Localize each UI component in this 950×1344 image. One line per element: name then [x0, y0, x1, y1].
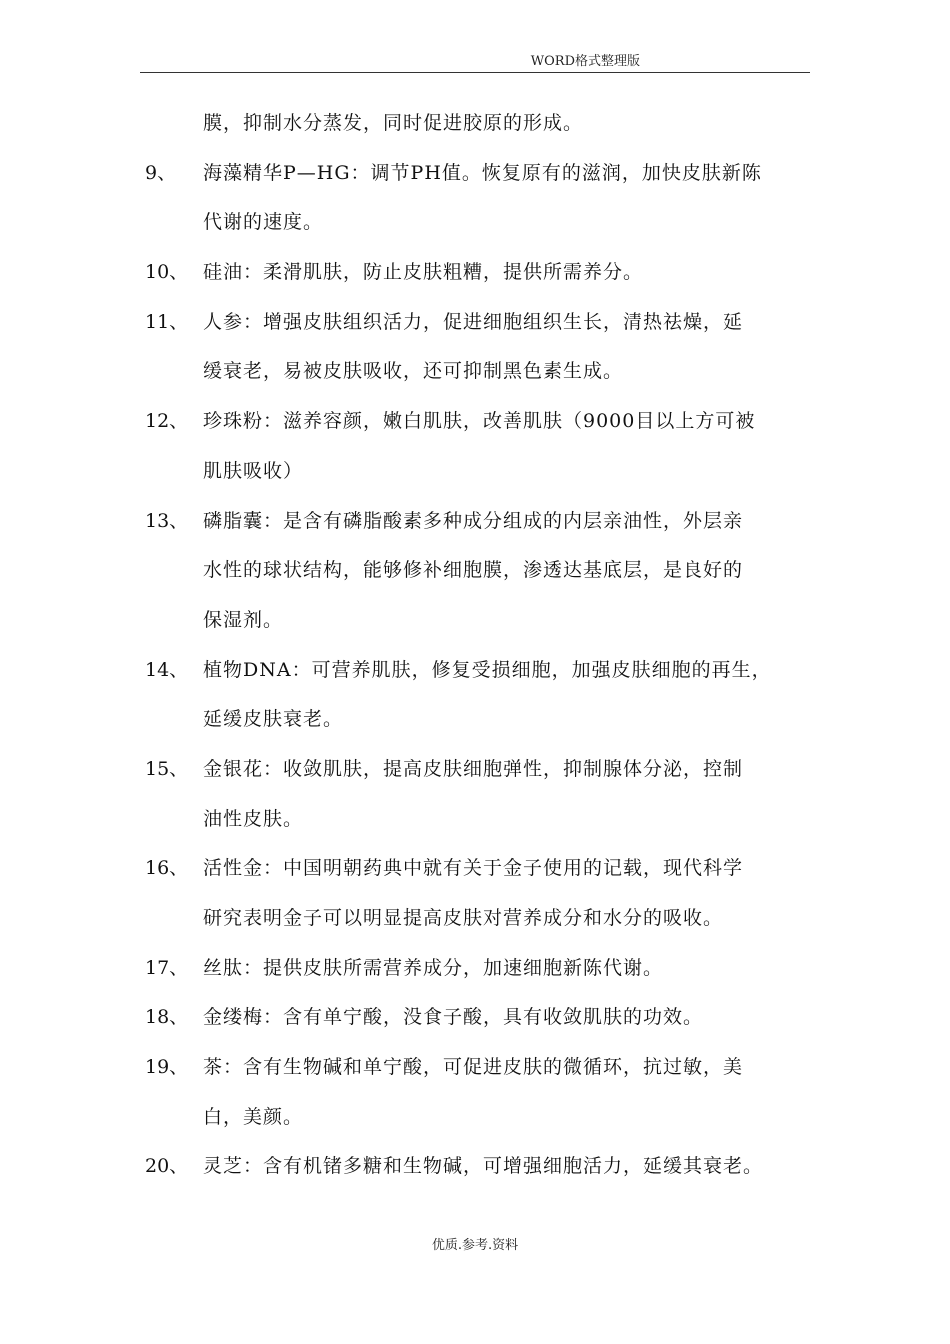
text-line: [0, 948, 950, 998]
text-line: [0, 401, 950, 451]
text-line: [0, 501, 950, 551]
text-line: [0, 153, 950, 203]
text-line: [0, 202, 950, 252]
item-number: 15、: [145, 757, 189, 780]
item-text: 珍珠粉：滋养容颜，嫩白肌肤，改善肌肤（9000目以上方可被: [203, 410, 756, 433]
text-line: [0, 103, 950, 153]
item-text: 植物DNA：可营养肌肤，修复受损细胞，加强皮肤细胞的再生，: [203, 658, 772, 681]
item-text: 硅油：柔滑肌肤，防止皮肤粗糟，提供所需养分。: [203, 261, 644, 284]
header-text: WORD格式整理版: [530, 54, 640, 69]
item-text: 水性的球状结构，能够修补细胞膜，渗透达基底层，是良好的: [203, 559, 744, 582]
item-text: 金银花：收敛肌肤，提高皮肤细胞弹性，抑制腺体分泌，控制: [203, 757, 744, 780]
item-text: 人参：增强皮肤组织活力，促进细胞组织生长，清热祛燥，延: [203, 310, 744, 333]
text-line: [0, 351, 950, 401]
text-line: [0, 898, 950, 948]
text-line: [0, 302, 950, 352]
item-number: 13、: [145, 509, 189, 532]
item-number: 17、: [145, 956, 189, 979]
item-text: 油性皮肤。: [203, 807, 304, 830]
document-body: [0, 103, 950, 1196]
page-header: [140, 54, 810, 73]
item-text: 延缓皮肤衰老。: [203, 708, 344, 731]
item-text: 研究表明金子可以明显提高皮肤对营养成分和水分的吸收。: [203, 907, 724, 929]
text-line: [0, 1047, 950, 1097]
text-line: [0, 1146, 950, 1196]
item-number: 16、: [145, 857, 189, 880]
item-text: 茶：含有生物碱和单宁酸，可促进皮肤的微循环，抗过敏，美: [203, 1056, 744, 1079]
item-text: 丝肽：提供皮肤所需营养成分，加速细胞新陈代谢。: [203, 956, 664, 979]
item-text: 保湿剂。: [203, 608, 284, 631]
item-number: 20、: [145, 1155, 189, 1178]
text-line: [0, 699, 950, 749]
item-text: 海藻精华P—HG：调节PH值。恢复原有的滋润，加快皮肤新陈: [203, 161, 762, 184]
item-text: 缓衰老，易被皮肤吸收，还可抑制黑色素生成。: [203, 360, 624, 383]
item-number: 12、: [145, 410, 189, 433]
item-text: 膜，抑制水分蒸发，同时促进胶原的形成。: [203, 112, 584, 134]
item-number: 14、: [145, 658, 189, 681]
text-line: [0, 1097, 950, 1147]
item-text: 代谢的速度。: [203, 211, 324, 234]
item-text: 肌肤吸收）: [203, 459, 304, 482]
item-text: 灵芝：含有机锗多糖和生物碱，可增强细胞活力，延缓其衰老。: [203, 1155, 764, 1178]
page-footer: 优质.参考.资料: [431, 1238, 519, 1253]
item-number: 9、: [145, 161, 177, 184]
item-text: 活性金：中国明朝药典中就有关于金子使用的记载，现代科学: [203, 857, 744, 880]
item-number: 19、: [145, 1056, 189, 1079]
text-line: [0, 451, 950, 501]
item-number: 10、: [145, 261, 189, 284]
text-line: [0, 650, 950, 700]
text-line: [0, 550, 950, 600]
item-text: 金缕梅：含有单宁酸，没食子酸，具有收敛肌肤的功效。: [203, 1006, 704, 1029]
text-line: [0, 749, 950, 799]
item-number: 11、: [145, 310, 189, 333]
text-line: [0, 799, 950, 849]
item-text: 白，美颜。: [203, 1105, 304, 1128]
text-line: [0, 252, 950, 302]
text-line: [0, 848, 950, 898]
text-line: [0, 600, 950, 650]
item-number: 18、: [145, 1006, 189, 1029]
text-line: [0, 997, 950, 1047]
item-text: 磷脂囊：是含有磷脂酸素多种成分组成的内层亲油性，外层亲: [203, 509, 744, 532]
